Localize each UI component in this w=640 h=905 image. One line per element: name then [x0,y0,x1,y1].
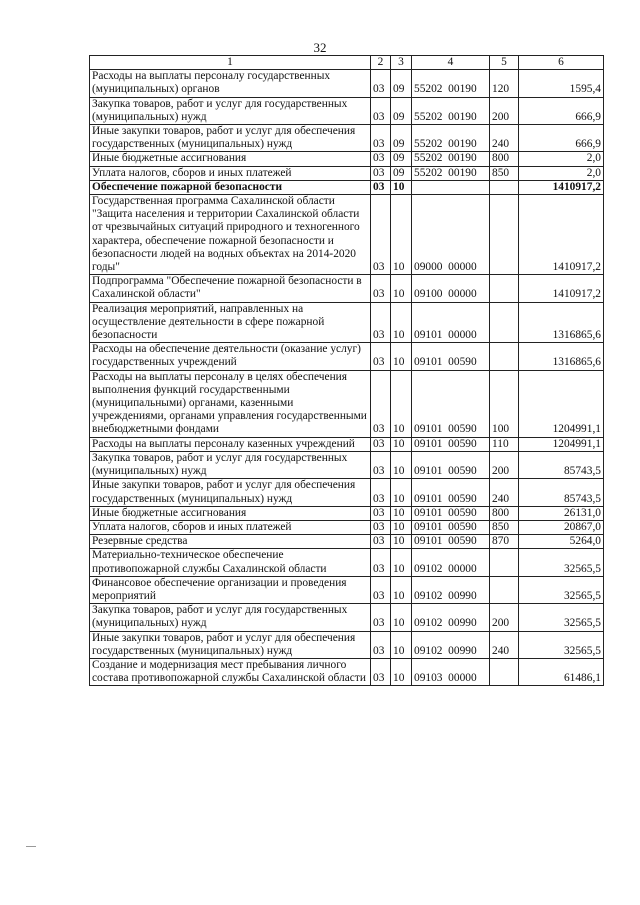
row-name: Расходы на выплаты персоналу государственных (муниципальных) органов [90,70,371,97]
row-subsection: 10 [391,535,412,549]
table-row [90,195,604,275]
row-section: 03 [371,70,391,97]
table-row [90,576,604,603]
table-row [90,125,604,152]
row-amount: 1204991,1 [519,437,604,451]
row-target-code: 09102 00990 [412,631,490,658]
row-section: 03 [371,479,391,506]
table-row [90,535,604,549]
row-expense-type [490,549,519,576]
row-section: 03 [371,631,391,658]
row-name: Подпрограмма "Обеспечение пожарной безопасности в Сахалинской области" [90,275,371,302]
table-row [90,506,604,520]
row-subsection: 09 [391,125,412,152]
row-expense-type: 870 [490,535,519,549]
row-target-code: 09101 00590 [412,451,490,478]
row-expense-type: 240 [490,631,519,658]
row-expense-type: 800 [490,152,519,166]
column-header: 6 [519,56,604,70]
row-section: 03 [371,180,391,194]
column-header: 2 [371,56,391,70]
row-expense-type: 200 [490,451,519,478]
row-amount: 2,0 [519,152,604,166]
row-target-code: 09101 00590 [412,535,490,549]
row-amount: 32565,5 [519,604,604,631]
row-name: Иные закупки товаров, работ и услуг для обеспечения государственных (муниципальных) нужд [90,479,371,506]
row-section: 03 [371,658,391,685]
row-subsection: 10 [391,437,412,451]
row-target-code: 55202 00190 [412,166,490,180]
table-row [90,520,604,534]
row-subsection: 10 [391,195,412,275]
row-name: Иные закупки товаров, работ и услуг для обеспечения государственных (муниципальных) нужд [90,125,371,152]
row-amount: 32565,5 [519,631,604,658]
row-name: Уплата налогов, сборов и иных платежей [90,520,371,534]
row-amount: 32565,5 [519,549,604,576]
column-header: 1 [90,56,371,70]
row-subsection: 10 [391,576,412,603]
row-subsection: 10 [391,658,412,685]
row-name: Создание и модернизация мест пребывания личного состава противопожарной службы Сахалинской области [90,658,371,685]
table-row [90,631,604,658]
row-name: Резервные средства [90,535,371,549]
row-expense-type: 200 [490,97,519,124]
row-name: Закупка товаров, работ и услуг для государственных (муниципальных) нужд [90,604,371,631]
row-name: Обеспечение пожарной безопасности [90,180,371,194]
row-subsection: 09 [391,166,412,180]
table-row [90,302,604,343]
row-target-code: 55202 00190 [412,152,490,166]
row-target-code: 09101 00590 [412,343,490,370]
row-amount: 5264,0 [519,535,604,549]
row-target-code: 09000 00000 [412,195,490,275]
row-section: 03 [371,520,391,534]
row-section: 03 [371,195,391,275]
row-target-code: 09103 00000 [412,658,490,685]
row-subsection: 10 [391,370,412,437]
row-expense-type: 240 [490,479,519,506]
row-expense-type: 240 [490,125,519,152]
row-expense-type: 850 [490,520,519,534]
row-target-code: 09102 00990 [412,576,490,603]
row-amount: 32565,5 [519,576,604,603]
table-row [90,166,604,180]
row-amount: 1316865,6 [519,343,604,370]
row-section: 03 [371,152,391,166]
row-target-code: 09101 00000 [412,302,490,343]
table-row [90,549,604,576]
header-row [90,56,604,70]
row-name: Иные закупки товаров, работ и услуг для обеспечения государственных (муниципальных) нужд [90,631,371,658]
row-section: 03 [371,125,391,152]
row-amount: 61486,1 [519,658,604,685]
row-name: Иные бюджетные ассигнования [90,506,371,520]
column-header: 3 [391,56,412,70]
row-target-code [412,180,490,194]
row-subsection: 09 [391,97,412,124]
row-subsection: 10 [391,302,412,343]
row-section: 03 [371,451,391,478]
row-expense-type: 800 [490,506,519,520]
row-target-code: 09102 00990 [412,604,490,631]
row-amount: 1316865,6 [519,302,604,343]
row-section: 03 [371,343,391,370]
row-name: Уплата налогов, сборов и иных платежей [90,166,371,180]
table-row [90,658,604,685]
row-expense-type [490,195,519,275]
row-amount: 666,9 [519,125,604,152]
row-section: 03 [371,604,391,631]
row-subsection: 10 [391,275,412,302]
row-target-code: 09101 00590 [412,437,490,451]
row-expense-type: 100 [490,370,519,437]
row-section: 03 [371,166,391,180]
row-amount: 26131,0 [519,506,604,520]
row-target-code: 09101 00590 [412,479,490,506]
row-subsection: 10 [391,451,412,478]
row-section: 03 [371,275,391,302]
row-expense-type: 110 [490,437,519,451]
table-row [90,152,604,166]
budget-table [89,55,604,686]
row-amount: 1410917,2 [519,275,604,302]
table-row [90,479,604,506]
row-subsection: 10 [391,549,412,576]
table-row [90,97,604,124]
row-subsection: 10 [391,631,412,658]
row-amount: 666,9 [519,97,604,124]
table-row [90,180,604,194]
row-section: 03 [371,576,391,603]
table-row [90,370,604,437]
row-section: 03 [371,535,391,549]
row-target-code: 09100 00000 [412,275,490,302]
table-row [90,451,604,478]
row-target-code: 09101 00590 [412,506,490,520]
row-name: Государственная программа Сахалинской области "Защита населения и территории Сахалинской области от чрезвычайных ситуаций природного и техногенного характера, обеспечение пожарной безопасности и безопасности людей на водных объектах на 2014-2020 годы" [90,195,371,275]
row-amount: 1595,4 [519,70,604,97]
row-name: Расходы на обеспечение деятельности (оказание услуг) государственных учреждений [90,343,371,370]
row-section: 03 [371,437,391,451]
row-expense-type: 850 [490,166,519,180]
row-target-code: 55202 00190 [412,97,490,124]
row-name: Расходы на выплаты персоналу в целях обеспечения выполнения функций государственными (муниципальными) органами, казенными учреждениями, органами управления государственными внебюджетными фондами [90,370,371,437]
row-expense-type [490,180,519,194]
row-name: Реализация мероприятий, направленных на осуществление деятельности в сфере пожарной безопасности [90,302,371,343]
row-name: Иные бюджетные ассигнования [90,152,371,166]
table-row [90,70,604,97]
row-name: Закупка товаров, работ и услуг для государственных (муниципальных) нужд [90,97,371,124]
row-expense-type [490,576,519,603]
row-subsection: 10 [391,506,412,520]
margin-mark [26,843,36,847]
row-section: 03 [371,370,391,437]
row-amount: 1204991,1 [519,370,604,437]
column-header: 5 [490,56,519,70]
table-row [90,275,604,302]
page-number: 32 [313,40,327,55]
row-amount: 1410917,2 [519,180,604,194]
row-subsection: 09 [391,152,412,166]
row-target-code: 55202 00190 [412,70,490,97]
row-subsection: 10 [391,520,412,534]
row-expense-type [490,302,519,343]
table-row [90,437,604,451]
row-subsection: 10 [391,479,412,506]
row-target-code: 09101 00590 [412,520,490,534]
row-amount: 20867,0 [519,520,604,534]
column-header: 4 [412,56,490,70]
row-section: 03 [371,97,391,124]
row-amount: 1410917,2 [519,195,604,275]
row-amount: 85743,5 [519,479,604,506]
table-row [90,604,604,631]
row-subsection: 10 [391,604,412,631]
row-name: Расходы на выплаты персоналу казенных учреждений [90,437,371,451]
row-expense-type: 200 [490,604,519,631]
row-section: 03 [371,302,391,343]
row-amount: 85743,5 [519,451,604,478]
row-target-code: 55202 00190 [412,125,490,152]
row-section: 03 [371,549,391,576]
row-expense-type: 120 [490,70,519,97]
row-expense-type [490,343,519,370]
row-section: 03 [371,506,391,520]
row-amount: 2,0 [519,166,604,180]
row-name: Закупка товаров, работ и услуг для государственных (муниципальных) нужд [90,451,371,478]
row-expense-type [490,658,519,685]
row-subsection: 10 [391,343,412,370]
row-expense-type [490,275,519,302]
row-target-code: 09102 00000 [412,549,490,576]
row-subsection: 10 [391,180,412,194]
row-subsection: 09 [391,70,412,97]
row-name: Материально-техническое обеспечение противопожарной службы Сахалинской области [90,549,371,576]
table-row [90,343,604,370]
row-target-code: 09101 00590 [412,370,490,437]
row-name: Финансовое обеспечение организации и проведения мероприятий [90,576,371,603]
